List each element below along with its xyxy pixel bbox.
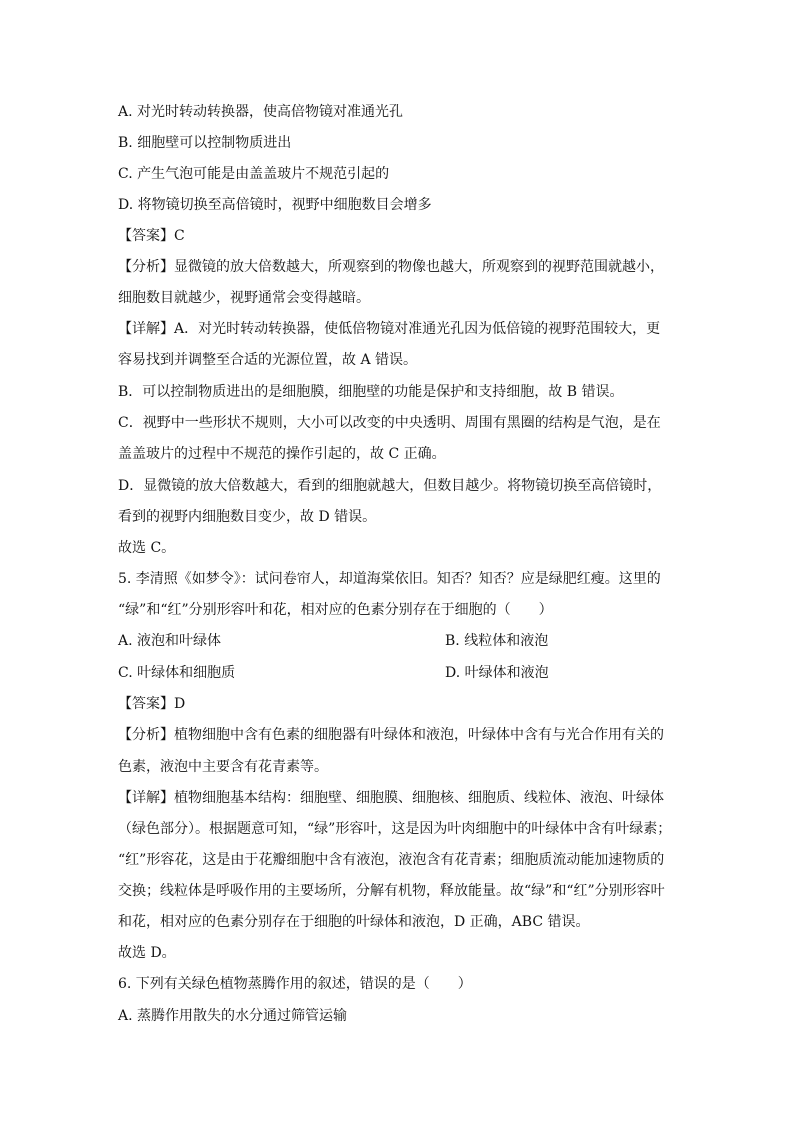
q5-detail-line: “红”形容花，这是由于花瓣细胞中含有液泡，液泡含有花青素；细胞质流动能加速物质的 [118,852,665,868]
q4-analysis-line: 【分析】显微镜的放大倍数越大，所观察到的物像也越大，所观察到的视野范围就越小， [118,259,664,275]
q5-detail-line: （绿色部分）。根据题意可知，“绿”形容叶，这是因为叶肉细胞中的叶绿体中含有叶绿素； [118,821,672,837]
q4-option-b: B. 细胞壁可以控制物质进出 [118,135,292,151]
q4-conclusion: 故选 C。 [118,540,176,556]
q4-answer: 【答案】C [118,228,185,244]
q4-detail-line: 盖盖玻片的过程中不规范的操作引起的，故 C 正确。 [118,446,446,462]
q4-option-a: A. 对光时转动转换器，使高倍物镜对准通光孔 [118,104,404,120]
q6-option-a: A. 蒸腾作用散失的水分通过筛管运输 [118,1008,348,1024]
q5-option-d: D. 叶绿体和液泡 [445,665,549,681]
q5-conclusion: 故选 D。 [118,945,176,961]
q5-option-a: A. 液泡和叶绿体 [118,633,222,649]
q4-option-d: D. 将物镜切换至高倍镜时，视野中细胞数目会增多 [118,197,432,213]
q5-detail-line: 【详解】植物细胞基本结构：细胞壁、细胞膜、细胞核、细胞质、线粒体、液泡、叶绿体 [118,790,664,806]
q4-detail-line: B．可以控制物质进出的是细胞膜，细胞壁的功能是保护和支持细胞，故 B 错误。 [118,384,624,400]
q5-option-b: B. 线粒体和液泡 [445,633,549,649]
q5-answer: 【答案】D [118,696,186,712]
q5-stem-line: 5. 李清照《如梦令》：试问卷帘人，却道海棠依旧。知否？知否？应是绿肥红瘦。这里的 [118,571,661,587]
q5-analysis-line: 【分析】植物细胞中含有色素的细胞器有叶绿体和液泡，叶绿体中含有与光合作用有关的 [118,727,664,743]
q5-detail-line: 交换；线粒体是呼吸作用的主要场所，分解有机物，释放能量。故“绿”和“红”分别形容叶 [118,883,665,899]
q5-analysis-line: 色素，液泡中主要含有花青素等。 [118,759,328,775]
q5-detail-line: 和花，相对应的色素分别存在于细胞的叶绿体和液泡，D 正确，ABC 错误。 [118,914,590,930]
q4-detail-line: D．显微镜的放大倍数越大，看到的细胞就越大，但数目越少。将物镜切换至高倍镜时， [118,478,662,494]
q4-detail-line: 看到的视野内细胞数目变少，故 D 错误。 [118,509,377,525]
q4-analysis-line: 细胞数目就越少，视野通常会变得越暗。 [118,290,370,306]
q4-option-c: C. 产生气泡可能是由盖盖玻片不规范引起的 [118,166,390,182]
q4-detail-line: 容易找到并调整至合适的光源位置，故 A 错误。 [118,352,418,368]
q4-detail-line: 【详解】A．对光时转动转换器，使低倍物镜对准通光孔因为低倍镜的视野范围较大，更 [118,321,661,337]
q5-option-c: C. 叶绿体和细胞质 [118,665,236,681]
q6-stem: 6. 下列有关绿色植物蒸腾作用的叙述，错误的是（ ） [118,976,472,992]
q4-detail-line: C．视野中一些形状不规则，大小可以改变的中央透明、周围有黑圈的结构是气泡，是在 [118,415,661,431]
q5-stem-line: “绿”和“红”分别形容叶和花，相对应的色素分别存在于细胞的（ ） [118,602,553,618]
